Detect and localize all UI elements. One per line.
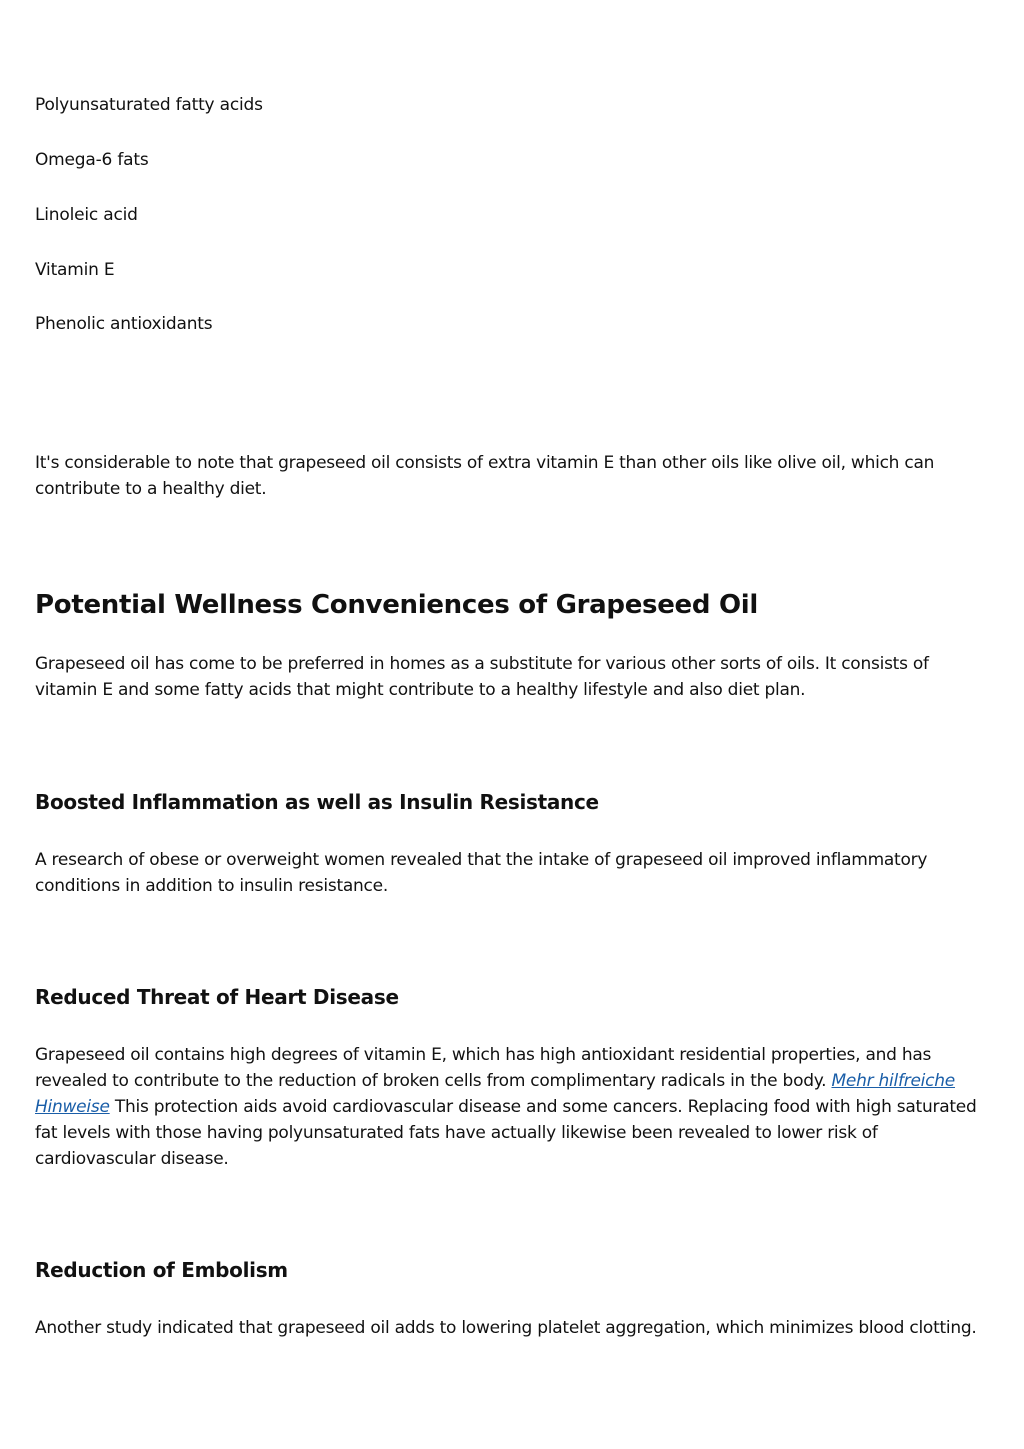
heart-text-after-link: This protection aids avoid cardiovascular disease and some cancers. Replacing food with high saturated fat levels with those having polyunsaturated fats have actually likewise been revealed to lower risk of cardiovascular disease. <box>35 1097 977 1169</box>
section-title-heart: Reduced Threat of Heart Disease <box>35 985 399 1009</box>
mehr-hilfreiche-hinweise-link[interactable]: Mehr hilfreiche Hinweise <box>35 1071 955 1117</box>
list-item-phenolic: Phenolic antioxidants <box>35 314 213 334</box>
list-item-vitamin-e: Vitamin E <box>35 260 115 280</box>
section-paragraph-embolism: Another study indicated that grapeseed oil adds to lowering platelet aggregation, which minimizes blood clotting. <box>35 1318 977 1338</box>
list-item-polyunsaturated: Polyunsaturated fatty acids <box>35 95 263 115</box>
section-title-embolism: Reduction of Embolism <box>35 1258 288 1282</box>
section-title-wellness: Potential Wellness Conveniences of Grapeseed Oil <box>35 590 758 620</box>
section-paragraph-wellness: Grapeseed oil has come to be preferred in homes as a substitute for various other sorts of oils. It consists of vitamin E and some fatty acids that might contribute to a healthy lifestyle and also diet plan. <box>35 654 929 700</box>
heart-text-before-link: Grapeseed oil contains high degrees of vitamin E, which has high antioxidant residential properties, and has revealed to contribute to the reduction of broken cells from complimentary radicals in the body. <box>35 1045 932 1091</box>
list-item-linoleic: Linoleic acid <box>35 205 138 225</box>
section-paragraph-inflammation: A research of obese or overweight women revealed that the intake of grapeseed oil improved inflammatory conditions in addition to insulin resistance. <box>35 850 928 896</box>
section-paragraph-heart <box>35 1042 990 1172</box>
list-item-omega6: Omega-6 fats <box>35 150 149 170</box>
section-title-inflammation: Boosted Inflammation as well as Insulin Resistance <box>35 790 599 814</box>
intro-paragraph: It's considerable to note that grapeseed oil consists of extra vitamin E than other oils like olive oil, which can contribute to a healthy diet. <box>35 453 935 499</box>
